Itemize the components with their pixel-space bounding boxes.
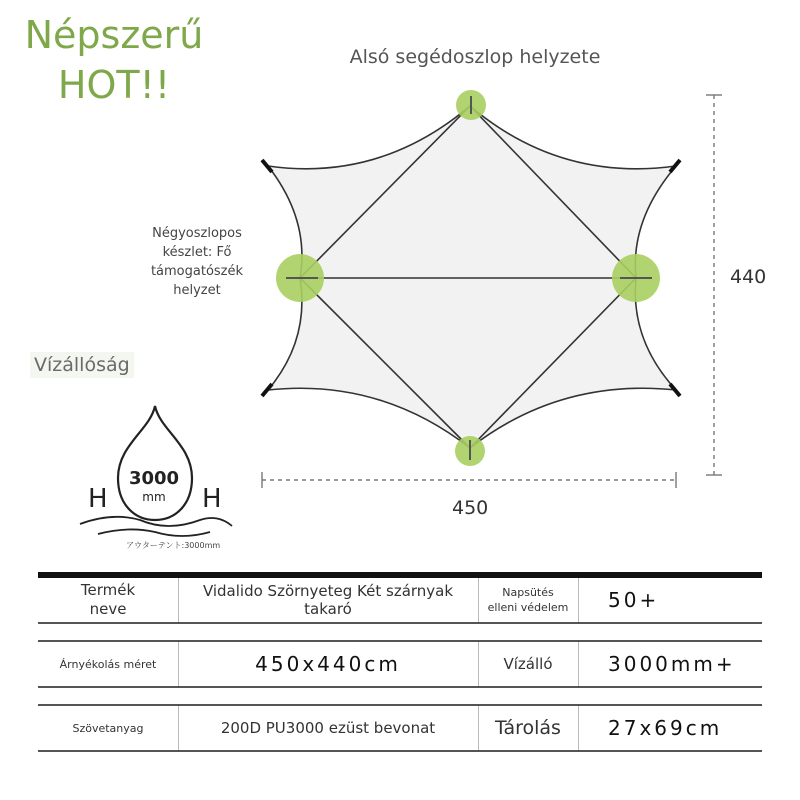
spec-label-sun-protection: Napsütés elleni védelem — [487, 586, 569, 614]
four-pole-label-line-2: készlet: Fő — [162, 245, 232, 260]
spec-label-waterproof: Vízálló — [503, 655, 553, 673]
dimension-line-side — [706, 95, 722, 475]
spec-label-fabric: Szövetanyag — [72, 721, 144, 735]
badge-line-2: HOT!! — [57, 63, 171, 107]
spec-label-product-name: Termék neve — [80, 581, 136, 618]
four-pole-label — [142, 224, 252, 300]
table-row — [38, 578, 762, 622]
spec-label-shade-size: Árnyékolás méret — [59, 657, 157, 671]
spec-value-shade-size: 450x440cm — [255, 652, 401, 676]
h-mark-right: H — [202, 484, 222, 514]
badge-line-1: Népszerű — [24, 13, 204, 57]
h-mark-left: H — [88, 484, 108, 514]
aux-pole-title: Alsó segédoszlop helyzete — [349, 46, 601, 68]
dimension-bottom-value: 450 — [452, 497, 489, 519]
waterproof-unit: mm — [142, 490, 166, 504]
waterproof-caption: アウターテント:3000mm — [126, 541, 221, 550]
spec-label-storage: Tárolás — [495, 717, 561, 739]
spec-value-product-name: Vidalido Szörnyeteg Két szárnyak takaró — [202, 582, 454, 618]
four-pole-label-line-1: Négyoszlopos — [152, 226, 242, 241]
table-row — [38, 706, 762, 750]
spec-value-sun-protection: 50+ — [608, 588, 660, 612]
four-pole-label-line-3: támogatószék — [150, 264, 244, 279]
waterproof-title: Vízállóság — [30, 352, 134, 378]
spec-value-waterproof: 3000mm+ — [608, 652, 736, 676]
waterproof-value: 3000 — [128, 468, 180, 489]
spec-value-fabric: 200D PU3000 ezüst bevonat — [220, 719, 436, 737]
spec-table — [38, 572, 762, 752]
table-row — [38, 642, 762, 686]
spec-value-storage: 27x69cm — [608, 716, 723, 740]
dimension-line-bottom — [262, 472, 676, 488]
four-pole-label-line-4: helyzet — [173, 283, 221, 298]
dimension-side-value: 440 — [730, 266, 767, 288]
